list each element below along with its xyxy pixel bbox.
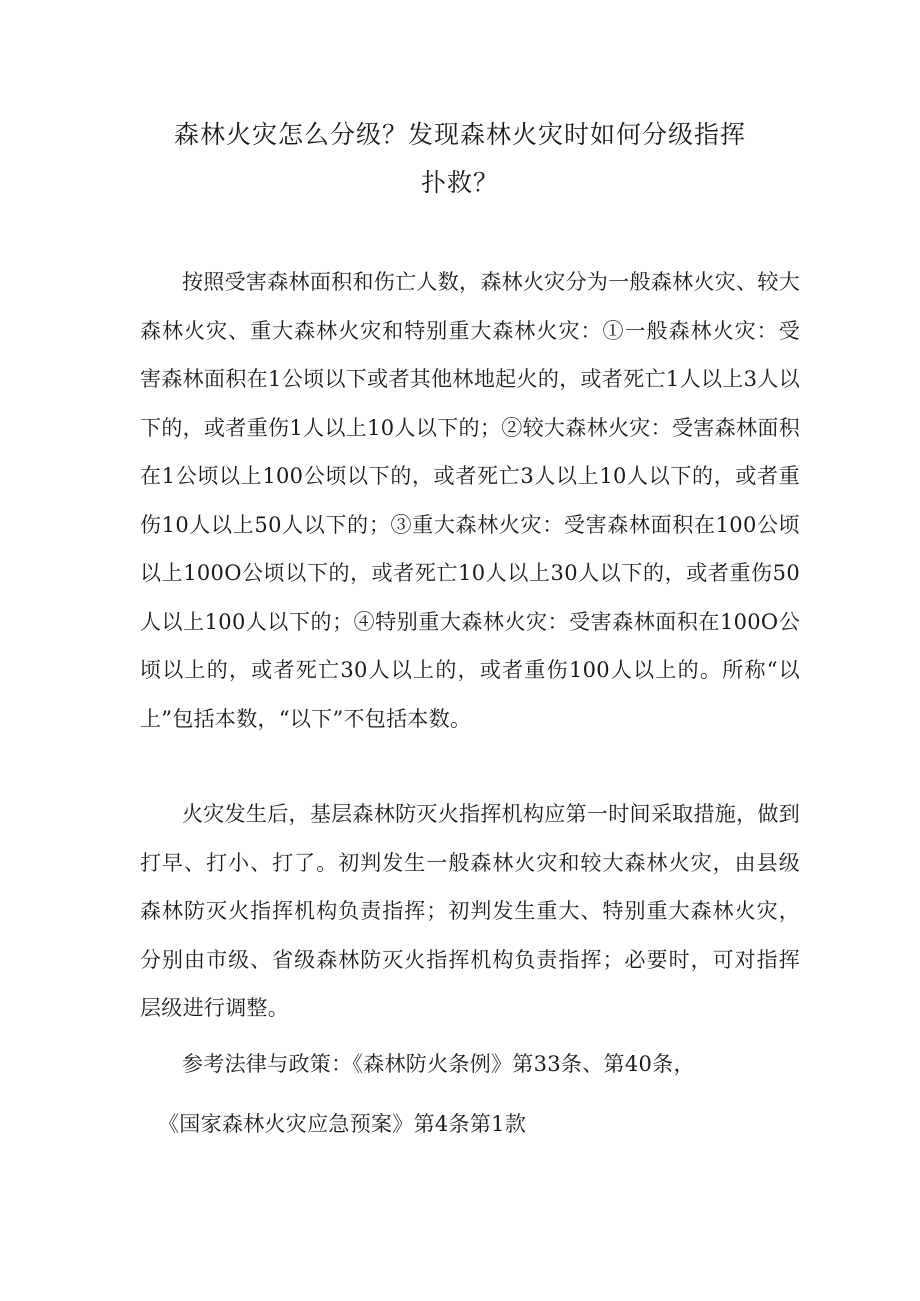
document-title-line-1: 森林火灾怎么分级？发现森林火灾时如何分级指挥 bbox=[173, 120, 746, 149]
reference-laws-line-2: 《国家森林火灾应急预案》第4条第1款 bbox=[158, 1112, 527, 1136]
reference-laws-line-1: 参考法律与政策：《森林防火条例》第33条、第40条， bbox=[182, 1052, 695, 1076]
paragraph-fire-classification: 按照受害森林面积和伤亡人数，森林火灾分为一般森林火灾、较大森林火灾、重大森林火灾和特别重大森林火灾：①一般森林火灾：受害森林面积在1公顷以下或者其他林地起火的，或者死亡1人以上3人以下的，或者重伤1人以上10人以下的；②较大森林火灾：受害森林面积在1公顷以上100公顷以下的，或者死亡3人以上10人以下的，或者重伤10人以上50人以下的；③重大森林火灾：受害森林面积在100公顷以上100O公顷以下的，或者死亡10人以上30人以下的，或者重伤50人以上100人以下的；④特别重大森林火灾：受害森林面积在100O公顷以上的，或者死亡30人以上的，或者重伤100人以上的。所称“以上”包括本数，“以下”不包括本数。 bbox=[140, 270, 800, 731]
document-title-line-2: 扑救？ bbox=[420, 168, 499, 197]
paragraph-command-levels: 火灾发生后，基层森林防灭火指挥机构应第一时间采取措施，做到打早、打小、打了。初判发生一般森林火灾和较大森林火灾，由县级森林防灭火指挥机构负责指挥；初判发生重大、特别重大森林火灾，分别由市级、省级森林防灭火指挥机构负责指挥；必要时，可对指挥层级进行调整。 bbox=[140, 802, 800, 1020]
